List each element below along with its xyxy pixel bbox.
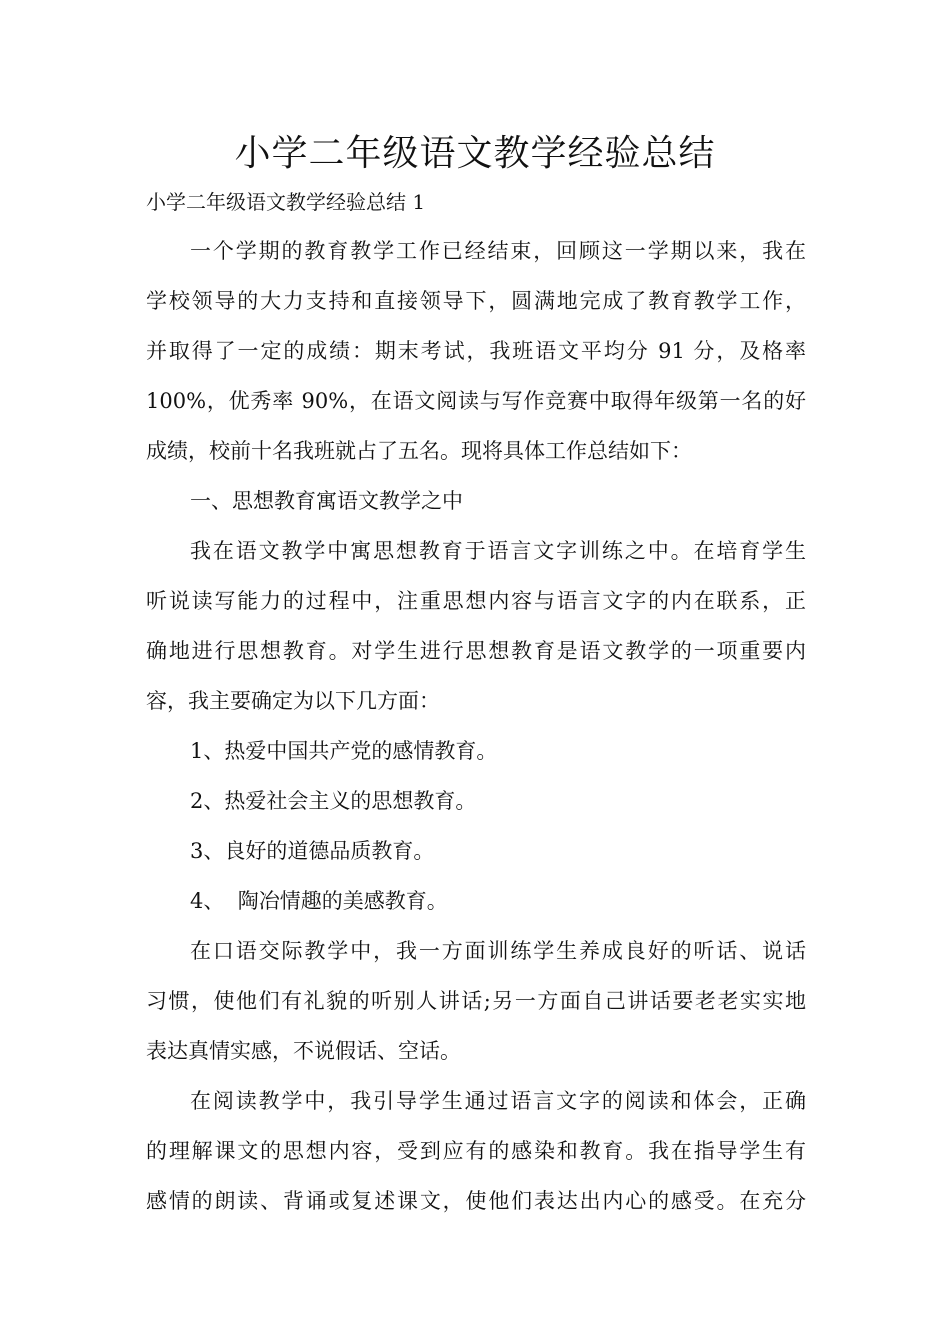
text-line: 在阅读教学中，我引导学生通过语言文字的阅读和体会，正确 bbox=[190, 1089, 806, 1113]
list-item: 4、 陶冶情趣的美感教育。 bbox=[190, 889, 448, 913]
text-line: 听说读写能力的过程中，注重思想内容与语言文字的内在联系，正 bbox=[146, 589, 806, 613]
text-line: 一个学期的教育教学工作已经结束，回顾这一学期以来，我在 bbox=[190, 239, 806, 263]
document-title: 小学二年级语文教学经验总结 bbox=[234, 133, 716, 174]
text-line: 习惯，使他们有礼貌的听别人讲话;另一方面自己讲话要老老实实地 bbox=[146, 989, 806, 1013]
section-heading: 一、思想教育寓语文教学之中 bbox=[190, 489, 463, 513]
document-subtitle: 小学二年级语文教学经验总结 1 bbox=[146, 190, 426, 214]
text-line: 容，我主要确定为以下几方面： bbox=[146, 689, 440, 713]
text-line: 的理解课文的思想内容，受到应有的感染和教育。我在指导学生有 bbox=[146, 1139, 806, 1163]
text-line: 学校领导的大力支持和直接领导下，圆满地完成了教育教学工作， bbox=[146, 289, 806, 313]
text-line: 并取得了一定的成绩：期末考试，我班语文平均分 91 分，及格率 bbox=[146, 339, 806, 363]
text-line: 在口语交际教学中，我一方面训练学生养成良好的听话、说话 bbox=[190, 939, 806, 963]
text-line: 100%，优秀率 90%，在语文阅读与写作竞赛中取得年级第一名的好 bbox=[146, 389, 806, 413]
list-item: 1、热爱中国共产党的感情教育。 bbox=[190, 739, 498, 763]
list-item: 2、热爱社会主义的思想教育。 bbox=[190, 789, 477, 813]
text-line: 我在语文教学中寓思想教育于语言文字训练之中。在培育学生 bbox=[190, 539, 806, 563]
list-item: 3、良好的道德品质教育。 bbox=[190, 839, 435, 863]
text-line: 确地进行思想教育。对学生进行思想教育是语文教学的一项重要内 bbox=[146, 639, 806, 663]
text-line: 感情的朗读、背诵或复述课文，使他们表达出内心的感受。在充分 bbox=[146, 1189, 806, 1213]
text-line: 成绩，校前十名我班就占了五名。现将具体工作总结如下： bbox=[146, 439, 692, 463]
text-line: 表达真情实感，不说假话、空话。 bbox=[146, 1039, 461, 1063]
